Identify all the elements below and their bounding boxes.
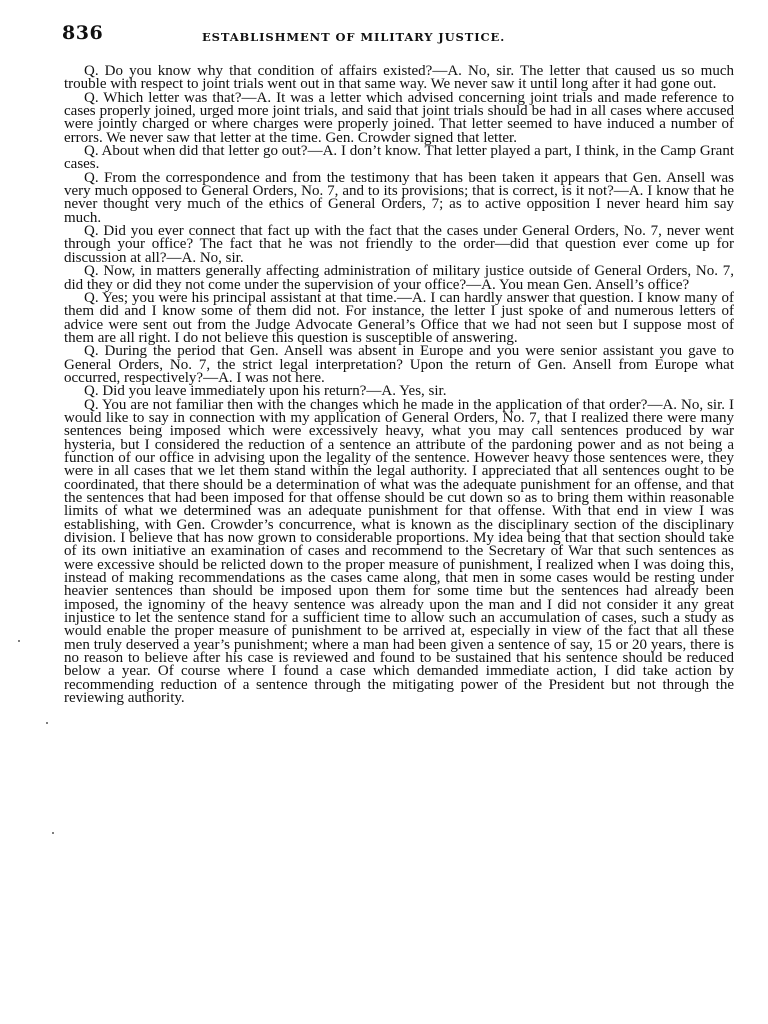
paragraph-which-letter: Q. Which letter was that?—A. It was a letter which advised concerning joint trials and made reference to cases properly joined, urged more joint trials, and said that joint trials should be had in all cases where accused were jointly charged or where charges were properly joined. That letter seemed to have induced a number of errors. We never saw that letter at the time. Gen. Crowder signed that letter. bbox=[64, 89, 734, 146]
running-head bbox=[62, 22, 732, 46]
paragraph-letter-go-out: Q. About when did that letter go out?—A. I don’t know. That letter played a part, I think, in the Camp Grant cases. bbox=[64, 143, 734, 173]
scan-speck bbox=[52, 832, 54, 834]
paragraph-principal-assistant: Q. Yes; you were his principal assistant at that time.—A. I can hardly answer that question. I know many of them did and I know some of them did not. For instance, the letter I just spoke of and numerous letters of advice were sent out from the Judge Advocate General’s Office that we had not seen but I suppose most of them are all right. I do not believe this question is susceptible of answering. bbox=[64, 289, 734, 346]
paragraph-application-of-order: Q. You are not familiar then with the changes which he made in the application of that order?—A. No, sir. I would like to say in connection with my application of General Orders, No. 7, that I realized there were many sentences being imposed which were excessively heavy, what you may call sentences produced by war hysteria, but I considered the reduction of a sentence an attribute of the pardoning power and as not being a function of our office in advising upon the legality of the sentence. However heavy those sentences were, they were in all cases that we let them stand within the legal authority. I appreciated that all sentences ought to be coordinated, that there should be a determination of what was the adequate punishment for an offense, and that the sentences that had been imposed for that offense should be cut down so as to bring them within reasonable limits of what we determined was an adequate punishment for that offense. With that end in view I was establishing, with Gen. Crowder’s concurrence, what is known as the disciplinary section of the disciplinary division. I believe that has now grown to considerable proportions. My idea being that that section should take of its own initiative an examination of cases and recommend to the Secretary of War that such sentences as were excessive should be relicted down to the proper measure of punishment, I realized when I was doing this, instead of making recommendations as the cases came along, that men in some cases would be resting under heavier sentences than should be imposed upon them for some time but the sentences had already been imposed, the ignominy of the heavy sentence was already upon the man and I did not consider it any great injustice to let the sentence stand for a sufficient time to allow such an accumulation of cases, such a study as would enable the proper measure of punishment to be arrived at, especially in view of the fact that all these men truly deserved a year’s punishment; where a man had been given a sentence of say, 15 or 20 years, there is no reason to believe after his case is reviewed and found to be sustained that his sentence should be reduced below a year. Of course where I found a case which demanded immediate action, I did take action by recommending reduction of a sentence through the mitigating power of the President but not through the reviewing authority. bbox=[64, 396, 734, 707]
paragraph-correspondence: Q. From the correspondence and from the testimony that has been taken it appears that Gen. Ansell was very much opposed to General Orders, No. 7, and to its provisions; that is correct, is it not?—A. I know that he never thought very much of the ethics of General Orders, 7; as to active opposition I never heard him say much. bbox=[64, 169, 734, 226]
paragraph-absent-in-europe: Q. During the period that Gen. Ansell was absent in Europe and you were senior assistant you gave to General Orders, No. 7, the strict legal interpretation? Upon the return of Gen. Ansell from Europe what occurred, respectively?—A. I was not here. bbox=[64, 343, 734, 386]
paragraph-administration: Q. Now, in matters generally affecting administration of military justice outside of General Orders, No. 7, did they or did they not come under the supervision of your office?—A. You mean Gen. Ansell’s office? bbox=[64, 263, 734, 293]
paragraph-condition-of-affairs: Q. Do you know why that condition of affairs existed?—A. No, sir. The letter that caused us so much trouble with respect to joint trials went out in that same way. We never saw it until long after it had gone out. bbox=[64, 63, 734, 93]
scan-speck bbox=[46, 722, 48, 724]
paragraph-connect-fact: Q. Did you ever connect that fact up with the fact that the cases under General Orders, No. 7, never went through your office? The fact that he was not friendly to the order—did that question ever come up for discussion at all?—A. No, sir. bbox=[64, 223, 734, 266]
testimony-body bbox=[64, 65, 734, 706]
paragraph-leave-immediately: Q. Did you leave immediately upon his return?—A. Yes, sir. bbox=[84, 383, 447, 400]
running-head-title: ESTABLISHMENT OF MILITARY JUSTICE. bbox=[202, 30, 506, 44]
scan-speck bbox=[18, 640, 20, 642]
page-number: 836 bbox=[62, 22, 104, 44]
